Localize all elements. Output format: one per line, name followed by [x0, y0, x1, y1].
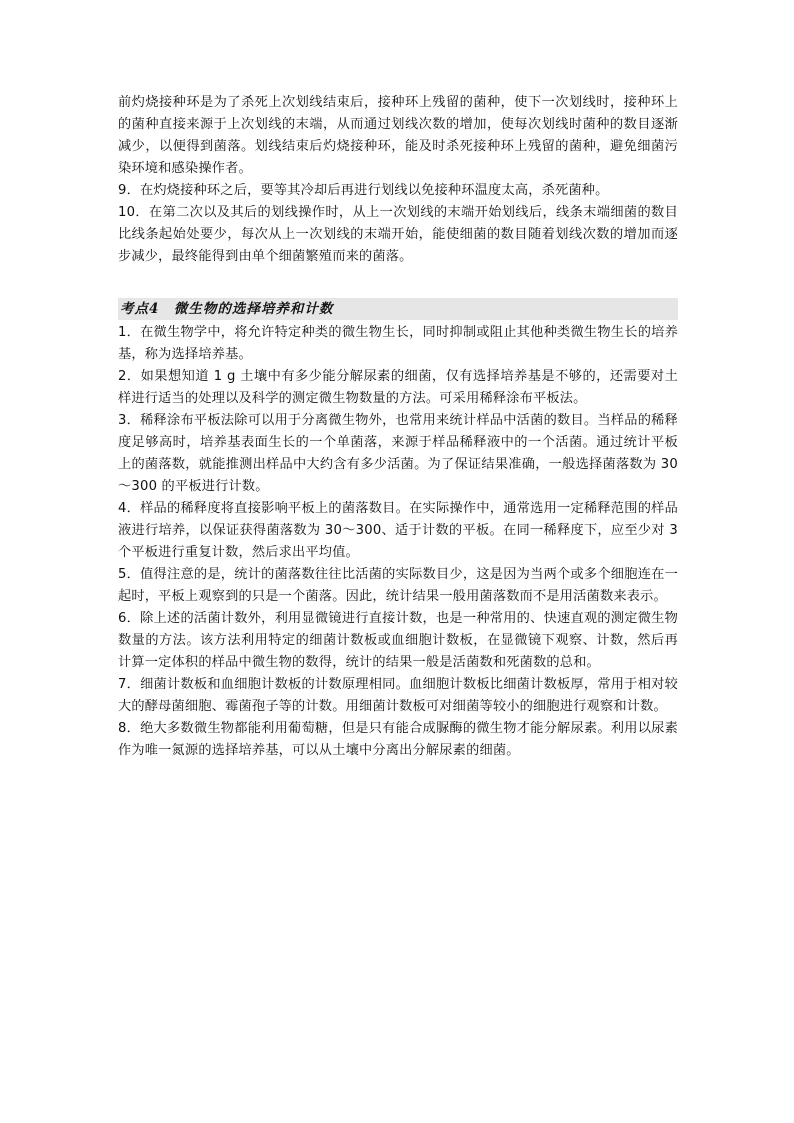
- paragraph-item-3: 3．稀释涂布平板法除可以用于分离微生物外，也常用来统计样品中活菌的数目。当样品的稀释度足够高时，培养基表面生长的一个单菌落，来源于样品稀释液中的一个活菌。通过统计平板上的菌落数，就能推测出样品中大约含有多少活菌。为了保证结果准确，一般选择菌落数为 30～300 的平板进行计数。: [118, 413, 678, 494]
- paragraph-item-5: 5．值得注意的是，统计的菌落数往往比活菌的实际数目少，这是因为当两个或多个细胞连在一起时，平板上观察到的只是一个菌落。因此，统计结果一般用菌落数而不是用活菌数来表示。: [118, 567, 678, 604]
- paragraph-item-1: 1．在微生物学中，将允许特定种类的微生物生长，同时抑制或阻止其他种类微生物生长的培养基，称为选择培养基。: [118, 325, 678, 362]
- paragraph-item-4: 4．样品的稀释度将直接影响平板上的菌落数目。在实际操作中，通常选用一定稀释范围的样品液进行培养，以保证获得菌落数为 30～300、适于计数的平板。在同一稀释度下，应至少对 3 个平板进行重复计数，然后求出平均值。: [118, 501, 678, 560]
- paragraph-item-9: 9．在灼烧接种环之后，要等其冷却后再进行划线以免接种环温度太高，杀死菌种。: [118, 183, 609, 198]
- document-content: [118, 92, 678, 762]
- section-heading-kaodian-4: 考点4 微生物的选择培养和计数: [118, 298, 678, 320]
- paragraph-streak-flame-continuation: 前灼烧接种环是为了杀死上次划线结束后，接种环上残留的菌种，使下一次划线时，接种环上的菌种直接来源于上次划线的末端，从而通过划线次数的增加，使每次划线时菌种的数目逐渐减少，以便得到菌落。划线结束后灼烧接种环，能及时杀死接种环上残留的菌种，避免细菌污染环境和感染操作者。: [118, 95, 678, 176]
- paragraph-item-7: 7．细菌计数板和血细胞计数板的计数原理相同。血细胞计数板比细菌计数板厚，常用于相对较大的酵母菌细胞、霉菌孢子等的计数。用细菌计数板可对细菌等较小的细胞进行观察和计数。: [118, 677, 678, 714]
- paragraph-item-6: 6．除上述的活菌计数外，利用显微镜进行直接计数，也是一种常用的、快速直观的测定微生物数量的方法。该方法利用特定的细菌计数板或血细胞计数板，在显微镜下观察、计数，然后再计算一定体积的样品中微生物的数得，统计的结果一般是活菌数和死菌数的总和。: [118, 611, 678, 670]
- paragraph-item-10: 10．在第二次以及其后的划线操作时，从上一次划线的末端开始划线后，线条末端细菌的数目比线条起始处要少，每次从上一次划线的末端开始，能使细菌的数目随着划线次数的增加而逐步减少，最终能得到由单个细菌繁殖而来的菌落。: [118, 205, 678, 264]
- paragraph-item-8: 8．绝大多数微生物都能利用葡萄糖，但是只有能合成脲酶的微生物才能分解尿素。利用以尿素作为唯一氮源的选择培养基，可以从土壤中分离出分解尿素的细菌。: [118, 721, 678, 758]
- section-spacer: [118, 268, 678, 298]
- paragraph-item-2: 2．如果想知道 1 g 土壤中有多少能分解尿素的细菌，仅有选择培养基是不够的，还需要对土样进行适当的处理以及科学的测定微生物数量的方法。可采用稀释涂布平板法。: [118, 369, 678, 406]
